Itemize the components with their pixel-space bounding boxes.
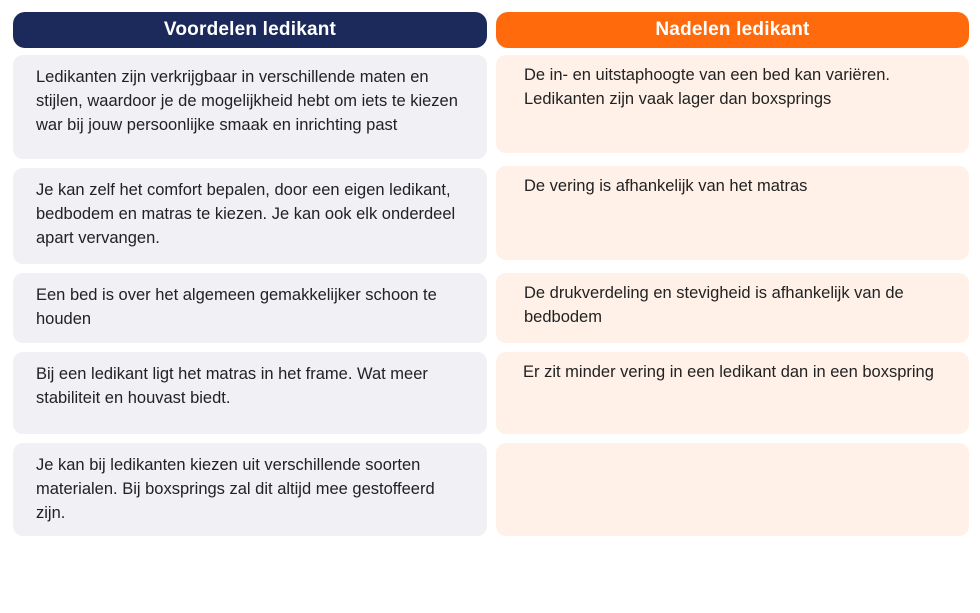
pros-item: Een bed is over het algemeen gemakkelijker schoon te houden	[13, 273, 487, 343]
cons-item: De vering is afhankelijk van het matras	[496, 166, 969, 260]
cons-item: De in- en uitstaphoogte van een bed kan variëren. Ledikanten zijn vaak lager dan boxsprings	[496, 55, 969, 153]
cons-item: Er zit minder vering in een ledikant dan in een boxspring	[496, 352, 969, 434]
pros-item: Je kan bij ledikanten kiezen uit verschillende soorten materialen. Bij boxsprings zal dit altijd mee gestoffeerd zijn.	[13, 443, 487, 536]
pros-item: Bij een ledikant ligt het matras in het frame. Wat meer stabiliteit en houvast biedt.	[13, 352, 487, 434]
pros-header: Voordelen ledikant	[13, 12, 487, 48]
pros-item: Je kan zelf het comfort bepalen, door een eigen ledikant, bedbodem en matras te kiezen. Je kan ook elk onderdeel apart vervangen.	[13, 168, 487, 264]
cons-item-empty	[496, 443, 969, 536]
cons-item: De drukverdeling en stevigheid is afhankelijk van de bedbodem	[496, 273, 969, 343]
pros-item: Ledikanten zijn verkrijgbaar in verschillende maten en stijlen, waardoor je de mogelijkheid hebt om iets te kiezen war bij jouw persoonlijke smaak en inrichting past	[13, 55, 487, 159]
cons-header: Nadelen ledikant	[496, 12, 969, 48]
